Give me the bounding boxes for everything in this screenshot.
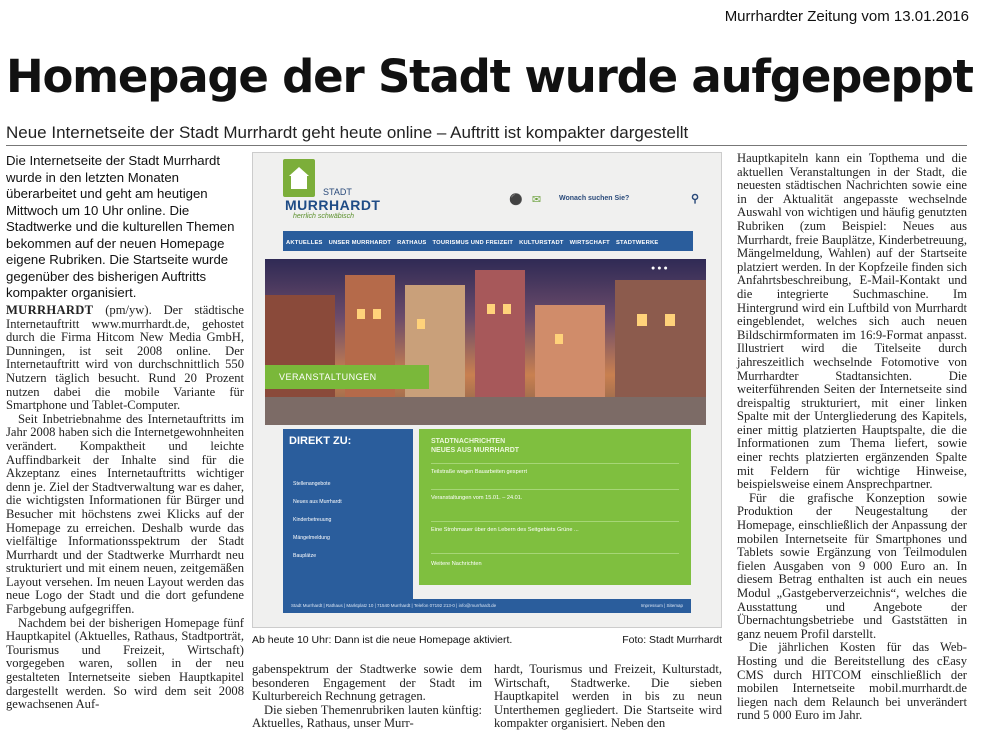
logo-name: MURRHARDT xyxy=(285,197,381,213)
window xyxy=(555,334,563,344)
article-column-3 xyxy=(494,663,722,731)
mail-icon: ✉ xyxy=(531,194,542,206)
quick-link: Bauplätze xyxy=(293,553,317,559)
quick-link: Stellenangebote xyxy=(293,481,331,487)
article-headline: Homepage der Stadt wurde aufgepeppt xyxy=(6,50,973,103)
nav-item: WIRTSCHAFT xyxy=(569,240,610,246)
paragraph: Die sieben Themenrubriken lauten künftig: Aktuelles, Rathaus, unser Murr- xyxy=(252,702,482,731)
street xyxy=(265,397,706,425)
nav-item: KULTURSTADT xyxy=(519,240,564,246)
divider xyxy=(6,145,967,146)
quick-link: Kinderbetreuung xyxy=(293,517,332,523)
paragraph: Hauptkapiteln kann ein Topthema und die aktuellen Veranstaltungen in der Stadt, die neuesten städtischen Nachrichten sowie eine in der Aktualität angepasste wechselnde Auswahl von wichtigen und häufig genutzten Rubriken (zum Beispiel: Neues aus Murrhardt, freie Bauplätze, Kinderbetreuung, Mängelmeldung, Wahlen) auf der Startseite platziert werden. In der Kopfzeile finden sich Anfahrtsbeschreibung, E-Mail-Kontakt und die integrierte Suchmaschine. Im Hintergrund wird ein Luftbild von Murrhardt eingeblendet, welches sich auch neuen Bildschirmformaten im 16:9-Format anpasst. Illustriert wird die Titelseite durch jahreszeitlich wechselnde Fotomotive von Murrhardter Stadtansichten. Die weiterführenden Seiten der Internetseite sind dreispaltig strukturiert, mit einer linken Spalte mit der Untergliederung des Kapitels, einer mittig platzierten Hauptspalte, die die Informationen zum Thema liefert, sowie einer rechts platzierten ergänzenden Spalte mit Feldern für wichtige Hinweise, beispielsweise einem Ansprechpartner. xyxy=(737,151,967,492)
footer-address: Stadt Murrhardt | Rathaus | Marktplatz 10 | 71540 Murrhardt | Telefon 07192 213-0 | info@murrhardt.de xyxy=(291,603,497,608)
paragraph: Für die grafische Konzeption sowie Produktion der Neugestaltung der Homepage, einschließlich der Anpassung der mobilen Internetseite für Smartphones und Tablets sowie Ergänzung von Teilmodulen fielen Ausgaben von 9 000 Euro an. In diesem Betrag enthalten ist auch ein neues Modul „Gastgeberverzeichnis“, welches die Ausstattung und Angebote der Übernachtungsbetriebe und Gaststätten in ganz neuem Profil darstellt. xyxy=(737,490,967,641)
nav-item: RATHAUS xyxy=(397,240,427,246)
quick-links-box xyxy=(283,429,413,609)
paragraph: Nachdem bei der bisherigen Homepage fünf Hauptkapitel (Aktuelles, Rathaus, Stadtporträt, Tourismus und Freizeit, Wirtschaft) vorgegeben waren, sollen in der neu gestalteten Internetseite sieben Hauptkapitel dargestellt werden. So wird dem seit 2008 gewachsenen Auf- xyxy=(6,615,244,712)
paragraph: hardt, Tourismus und Freizeit, Kulturstadt, Wirtschaft, Stadtwerke. Die sieben Hauptkapitel werden in bis zu neun Unterthemen gegliedert. Die Startseite wird kompakter organisiert. Neben den xyxy=(494,662,722,731)
news-title-1: STADTNACHRICHTEN xyxy=(431,438,506,445)
dateline: MURRHARDT xyxy=(6,303,94,317)
site-footer xyxy=(283,599,691,613)
logo-claim: herrlich schwäbisch xyxy=(293,213,355,220)
site-navigation xyxy=(283,231,693,251)
article-column-1 xyxy=(6,304,244,712)
quick-link: Neues aus Murrhardt xyxy=(293,499,342,505)
news-item: Veranstaltungen vom 15.01. – 24.01. xyxy=(431,495,523,501)
nav-item: STADTWERKE xyxy=(615,240,659,246)
separator xyxy=(431,489,679,490)
events-banner: VERANSTALTUNGEN xyxy=(265,365,429,389)
paragraph: Seit Inbetriebnahme des Internetauftritts im Jahr 2008 haben sich die Internetgewohnheiten verändert. Kompaktheit und leichte Auffindbarkeit der Inhalte sind für die Akzeptanz eines Internetauftritts wichtiger denn je. Ziel der Stadtverwaltung war es daher, die wichtigsten Informationen für Bürger und Besucher mit höchstens zwei Klicks auf der Homepage zu erreichen. Deshalb wurde das vielfältige Informationsspektrum der Stadt Murrhardt und der Stadtwerke Murrhardt neu strukturiert und mit einem neuen, zeitgemäßen Layout versehen. Im neuen Layout werden das neue Logo der Stadt und die dort gefundene Farbgebung aufgegriffen. xyxy=(6,411,244,617)
logo-top-text: STADT xyxy=(323,187,352,197)
news-title-2: NEUES AUS MURRHARDT xyxy=(431,447,520,454)
header-icons xyxy=(509,193,541,206)
image-caption xyxy=(252,634,722,646)
news-item: Teilstraße wegen Bauarbeiten gesperrt xyxy=(431,469,528,475)
separator xyxy=(431,521,679,522)
lead-text: Die Internetseite der Stadt Murrhardt wurde in den letzten Monaten überarbeitet und geht am heutigen Mittwoch um 10 Uhr online. Die Stadtwerke und die kulturellen Themen bekommen auf der neuen Homepage eigene Rubriken. Die Startseite wurde gegenüber des bisherigen Auftritts kompakter organisiert. xyxy=(6,153,235,300)
search-field xyxy=(559,191,699,207)
newspaper-source: Murrhardter Zeitung vom 13.01.2016 xyxy=(724,8,969,25)
window xyxy=(373,309,381,319)
quick-links-title: DIREKT ZU: xyxy=(289,435,352,447)
article-lead xyxy=(6,153,244,302)
window xyxy=(357,309,365,319)
window xyxy=(503,304,511,314)
news-item: Eine Strohmauer über den Lebern des Seitgebiets Grüne ... xyxy=(431,527,579,533)
logo-house xyxy=(291,175,307,189)
window xyxy=(637,314,647,326)
paragraph: gabenspektrum der Stadtwerke sowie dem besonderen Engagement der Stadt im Kulturbereich Rechnung getragen. xyxy=(252,662,482,704)
news-item: Weitere Nachrichten xyxy=(431,561,482,567)
window xyxy=(487,304,495,314)
paragraph xyxy=(6,304,244,413)
article-subheadline: Neue Internetseite der Stadt Murrhardt geht heute online – Auftritt ist kompakter dargestellt xyxy=(6,123,689,142)
article-column-2 xyxy=(252,663,482,731)
separator xyxy=(431,463,679,464)
nav-item: UNSER MURRHARDT xyxy=(328,240,392,246)
nav-item: AKTUELLES xyxy=(286,240,323,246)
city-logo-icon xyxy=(283,159,315,197)
footer-links: Impressum | Sitemap xyxy=(640,603,683,608)
window xyxy=(665,314,675,326)
news-box xyxy=(419,429,691,585)
quick-link: Mängelmeldung xyxy=(293,535,330,541)
news-box-title xyxy=(431,437,519,455)
article-column-4 xyxy=(737,152,967,723)
nav-item: TOURISMUS UND FREIZEIT xyxy=(432,240,514,246)
slider-dots: ●●● xyxy=(651,265,670,272)
car-icon: ⚫ xyxy=(509,194,523,206)
paragraph: Die jährlichen Kosten für das Web-Hosting und die Bereitstellung des cEasy CMS durch HITCOM einschließlich der mobilen Internetseite mobil.murrhardt.de liegen nach dem Relaunch bei unverändert rund 5 000 Euro im Jahr. xyxy=(737,640,967,723)
photo-credit: Foto: Stadt Murrhardt xyxy=(622,634,722,646)
paragraph-text: (pm/yw). Der städtische Internetauftritt www.murrhardt.de, gehostet durch die Firma Hitcom New Media GmbH, Dunningen, ist seit 2008 online. Der Internetauftritt wird von durchschnittlich 550 Nutzern täglich besucht. Rund 20 Prozent nutzen dabei die mobile Variante für Smartphone und Tablet-Computer. xyxy=(6,303,244,413)
separator xyxy=(431,553,679,554)
window xyxy=(417,319,425,329)
hero-photo xyxy=(265,259,706,425)
search-icon: ⚲ xyxy=(690,193,699,205)
homepage-screenshot xyxy=(252,152,722,628)
search-placeholder: Wonach suchen Sie? xyxy=(559,195,630,202)
caption-text: Ab heute 10 Uhr: Dann ist die neue Homepage aktiviert. xyxy=(252,634,513,646)
